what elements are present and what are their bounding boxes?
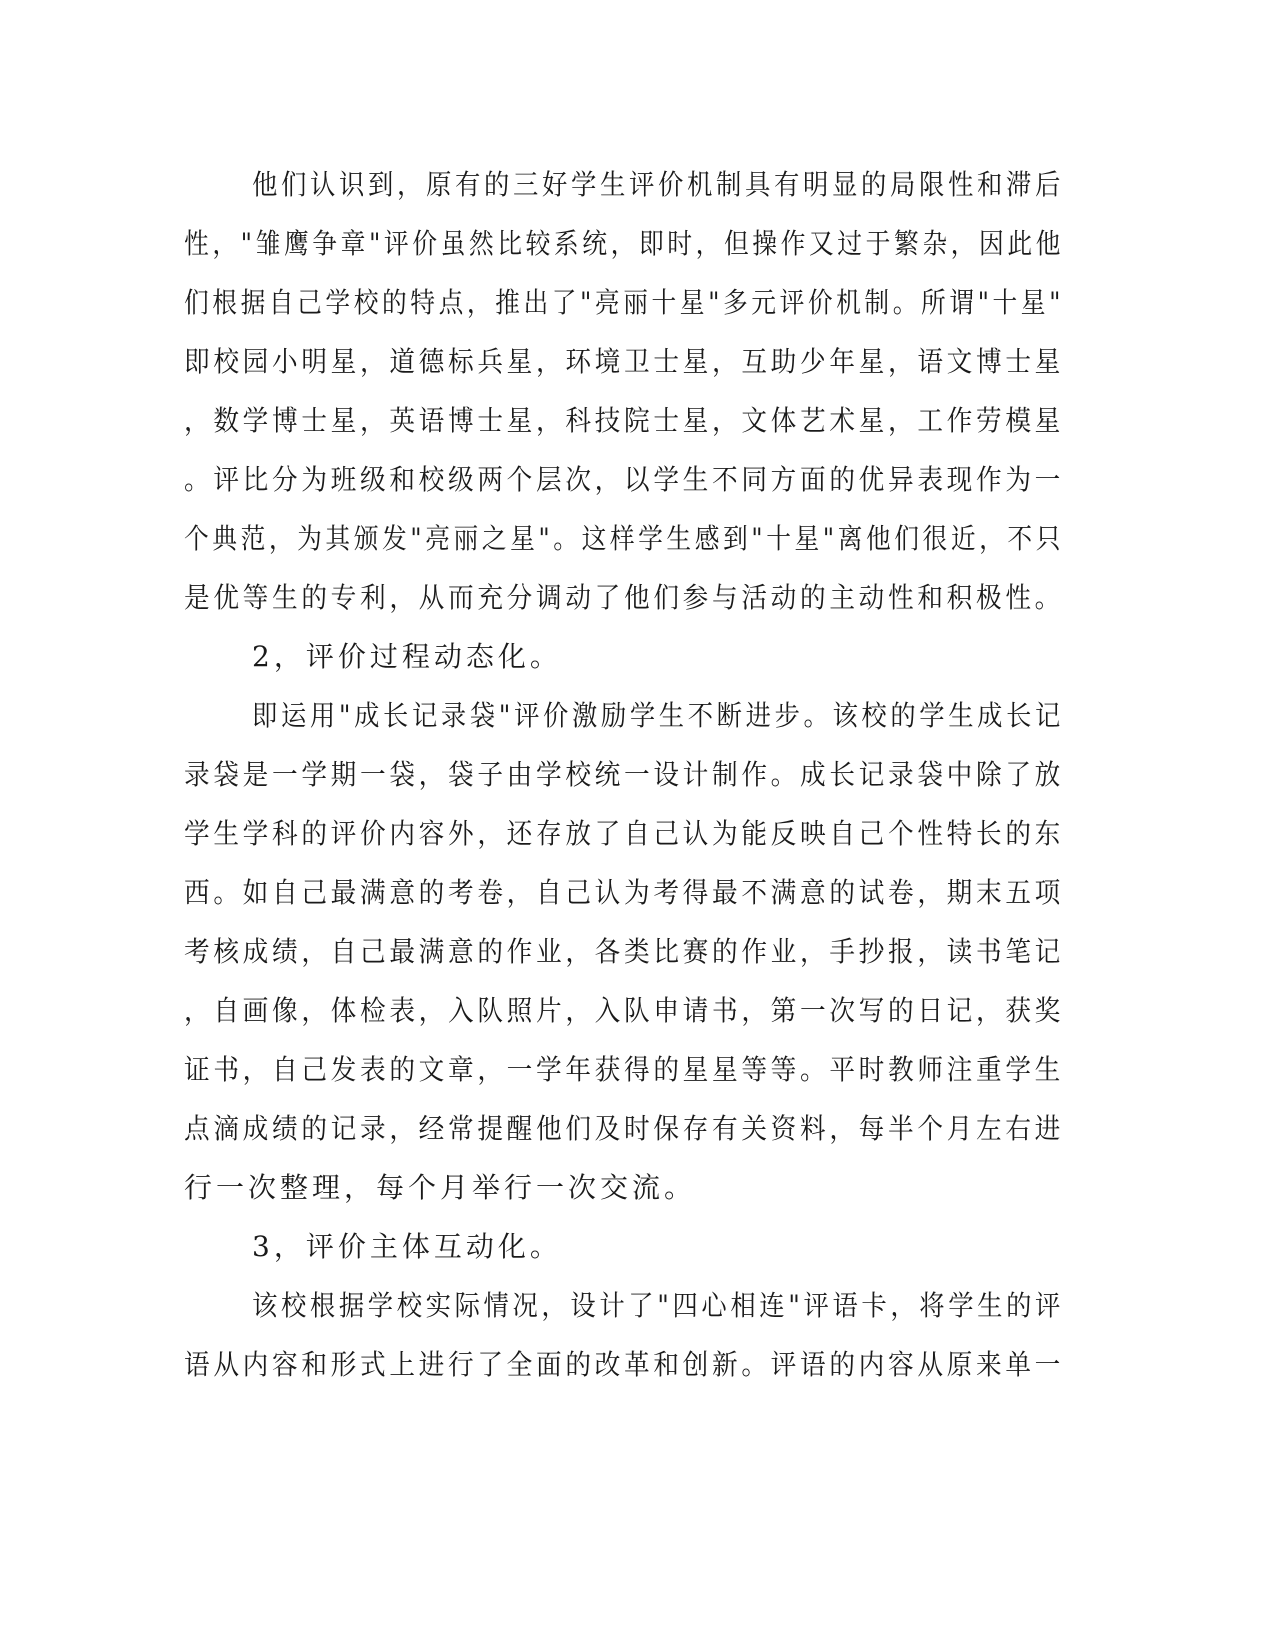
text-line: 个典范，为其颁发"亮丽之星"。这样学生感到"十星"离他们很近，不只 <box>184 522 1064 555</box>
text-line: 是优等生的专利，从而充分调动了他们参与活动的主动性和积极性。 <box>184 581 1064 614</box>
text-line: 点滴成绩的记录，经常提醒他们及时保存有关资料，每半个月左右进 <box>184 1112 1064 1145</box>
text-line: 性，"雏鹰争章"评价虽然比较系统，即时，但操作又过于繁杂，因此他 <box>184 227 1064 260</box>
text-line: 即校园小明星，道德标兵星，环境卫士星，互助少年星，语文博士星 <box>184 345 1064 378</box>
text-line: 考核成绩，自己最满意的作业，各类比赛的作业，手抄报，读书笔记 <box>184 935 1064 968</box>
text-line: 即运用"成长记录袋"评价激励学生不断进步。该校的学生成长记 <box>252 699 1064 732</box>
text-line: ，数学博士星，英语博士星，科技院士星，文体艺术星，工作劳模星 <box>184 404 1064 437</box>
text-line: 学生学科的评价内容外，还存放了自己认为能反映自己个性特长的东 <box>184 817 1064 850</box>
document-body <box>184 155 1064 1394</box>
text-line: 语从内容和形式上进行了全面的改革和创新。评语的内容从原来单一 <box>184 1348 1064 1381</box>
text-line: ，自画像，体检表，入队照片，入队申请书，第一次写的日记，获奖 <box>184 994 1064 1027</box>
text-line: 们根据自己学校的特点，推出了"亮丽十星"多元评价机制。所谓"十星" <box>184 286 1064 319</box>
text-line: 行一次整理，每个月举行一次交流。 <box>184 1171 697 1204</box>
text-line: 录袋是一学期一袋，袋子由学校统一设计制作。成长记录袋中除了放 <box>184 758 1064 791</box>
text-line: 他们认识到，原有的三好学生评价机制具有明显的局限性和滞后 <box>252 168 1064 201</box>
text-line: 2，评价过程动态化。 <box>252 640 562 673</box>
text-line: 西。如自己最满意的考卷，自己认为考得最不满意的试卷，期末五项 <box>184 876 1064 909</box>
text-line: 。评比分为班级和校级两个层次，以学生不同方面的优异表现作为一 <box>184 463 1064 496</box>
text-line: 该校根据学校实际情况，设计了"四心相连"评语卡，将学生的评 <box>252 1289 1064 1322</box>
text-line: 3，评价主体互动化。 <box>252 1230 562 1263</box>
text-line: 证书，自己发表的文章，一学年获得的星星等等。平时教师注重学生 <box>184 1053 1064 1086</box>
